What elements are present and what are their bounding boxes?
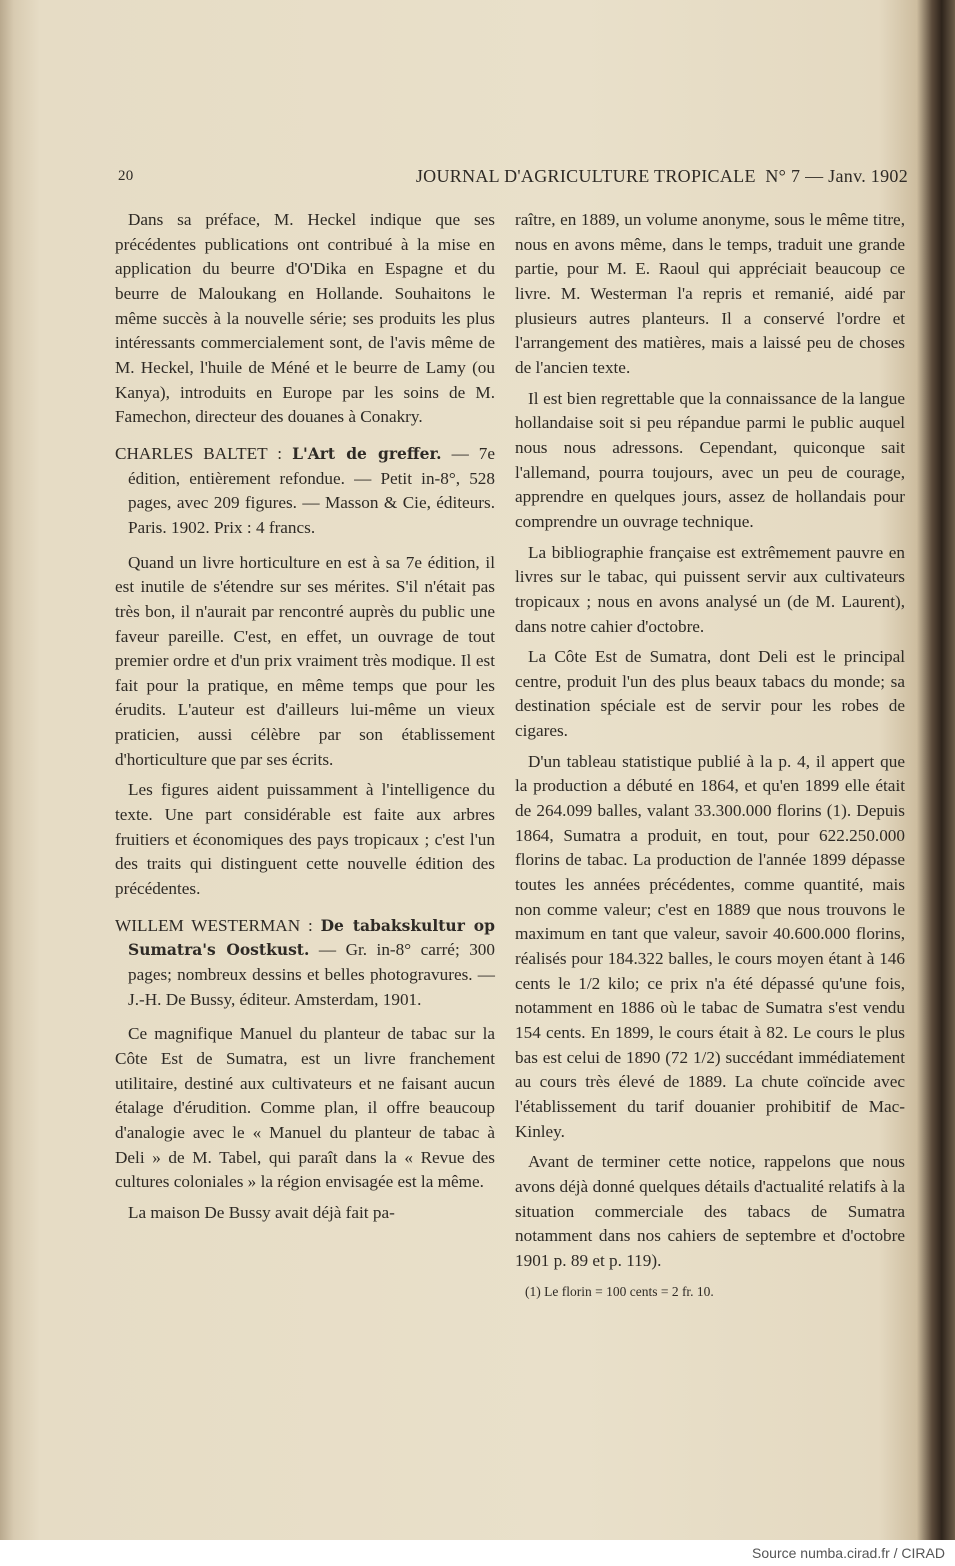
entry-title: L'Art de greffer. xyxy=(292,443,442,463)
paragraph: D'un tableau statistique publié à la p. 4, il appert que la production a débuté en 1864, et qu'en 1899 elle était de 264.099 balles, valant 33.300.000 florins (1). Depuis 1864, Sumatra a produit, en tout, pour 622.250.000 florins de tabac. La production de l'année 1899 dépasse toutes les années précédentes, comme quantité, mais non comme valeur; c'est en 1889 que nous trouvons le maximum en tant que valeur, savoir 40.600.000 florins, réalisés pour 184.322 balles, le cours moyen étant à 146 cents le 1/2 kilo; ce prix n'a été dépassé qu'une fois, notamment en 1886 où le tabac de Sumatra s'est vendu 154 cents. En 1899, le cours était à 82. Le cours le plus bas est celui de 1890 (72 1/2) succédant immédiatement au cours très élevé de 1889. La chute coïncide avec l'établissement du tarif douanier prohibitif de Mac-Kinley. xyxy=(515,751,905,1141)
paragraph: Dans sa préface, M. Heckel indique que ses précédentes publications ont contribué à la mise en application du beurre d'O'Dika en Espagne et du beurre de Maloukang en Hollande. Souhaitons le même succès à la nouvelle série; ses produits les plus intéressants commercialement sont, de l'avis même de M. Heckel, l'huile de Méné et le beurre de Lamy (ou Kanya), introduits en Europe par les soins de M. Famechon, directeur des douanes à Conakry. xyxy=(115,210,495,427)
entry-details: — Gr. in-8° carré; 300 pages; nombreux dessins et belles photogravures. — J.-H. De Bussy, éditeur. Amsterdam, 1901. xyxy=(128,940,495,1009)
paragraph: raître, en 1889, un volume anonyme, sous le même titre, nous en avons même, dans le temps, traduit une grande partie, pour M. E. Raoul qui appréciait beaucoup ce livre. M. Westerman l'a repris et remanié, aidé par plusieurs autres planteurs. Il a conservé l'ordre et l'arrangement des matières, mais a laissé peu de choses de l'ancien texte. xyxy=(515,210,905,377)
paragraph: La bibliographie française est extrêmement pauvre en livres sur le tabac, qui puissent servir aux cultivateurs tropicaux ; nous en avons analysé un (de M. Laurent), dans notre cahier d'octobre. xyxy=(515,542,905,636)
journal-title: JOURNAL D'AGRICULTURE TROPICALE xyxy=(415,166,756,186)
paragraph: Avant de terminer cette notice, rappelons que nous avons déjà donné quelques détails d'actualité relatifs à la situation commerciale des tabacs de Sumatra notamment dans nos cahiers de septembre et d'octobre 1901 p. 89 et p. 119). xyxy=(515,1152,905,1270)
paragraph: Ce magnifique Manuel du planteur de tabac sur la Côte Est de Sumatra, est un livre franchement utilitaire, destiné aux cultivateurs et ne faisant aucun étalage d'érudition. Comme plan, il offre beaucoup d'analogie avec le « Manuel du planteur de tabac à Deli » de M. Tabel, qui paraît dans la « Revue des cultures coloniales » la région envisagée est la même. xyxy=(115,1024,495,1192)
running-header xyxy=(118,166,908,190)
paragraph: Quand un livre horticulture en est à sa 7e édition, il est inutile de s'étendre sur ses mérites. S'il n'était pas très bon, il n'aurait par rencontré auprès du public une faveur pareille. C'est, en effet, un ouvrage de tout premier ordre et d'un prix vraiment très modique. Il est fait pour la pratique, en même temps que pour les érudits. L'auteur est d'ailleurs lui-même un vieux praticien, aussi célèbre par son établissement d'horticulture que par ses écrits. xyxy=(115,552,495,769)
entry-title: De tabakskultur op Sumatra's Oostkust. xyxy=(128,915,495,960)
entry-author: CHARLES BALTET : xyxy=(115,443,283,463)
footnote: (1) Le florin = 100 cents = 2 fr. 10. xyxy=(525,1283,714,1299)
paragraph: La Côte Est de Sumatra, dont Deli est le principal centre, produit l'un des plus beaux tabacs du monde; sa destination spéciale est de servir pour les robes de cigares. xyxy=(515,647,905,741)
bibliography-entry xyxy=(115,914,495,1013)
page-number: 20 xyxy=(118,168,134,184)
paragraph: Les figures aident puissamment à l'intelligence du texte. Une part considérable est faite aux arbres fruitiers et économiques des pays tropicaux ; c'est l'un des traits qui distinguent cette nouvelle édition des précédentes. xyxy=(115,780,495,899)
bibliography-entry xyxy=(115,442,495,541)
issue-label: N° 7 — Janv. 1902 xyxy=(765,166,908,186)
source-credit: Source numba.cirad.fr / CIRAD xyxy=(752,1545,945,1561)
left-column xyxy=(115,208,495,1232)
paragraph: La maison De Bussy avait déjà fait pa- xyxy=(128,1202,395,1222)
right-column xyxy=(515,208,905,1310)
entry-details: — 7e édition, entièrement refondue. — Petit in-8°, 528 pages, avec 209 figures. — Masson & Cie, éditeurs. Paris. 1902. Prix : 4 francs. xyxy=(128,443,496,537)
paragraph: Il est bien regrettable que la connaissance de la langue hollandaise soit si peu répandue parmi le public auquel nous nous adressons. Cependant, quiconque sait l'allemand, pourra toujours, avec un peu de courage, apprendre en quelques jours, assez de hollandais pour comprendre un ouvrage technique. xyxy=(515,388,905,531)
entry-author: WILLEM WESTERMAN : xyxy=(115,915,313,935)
